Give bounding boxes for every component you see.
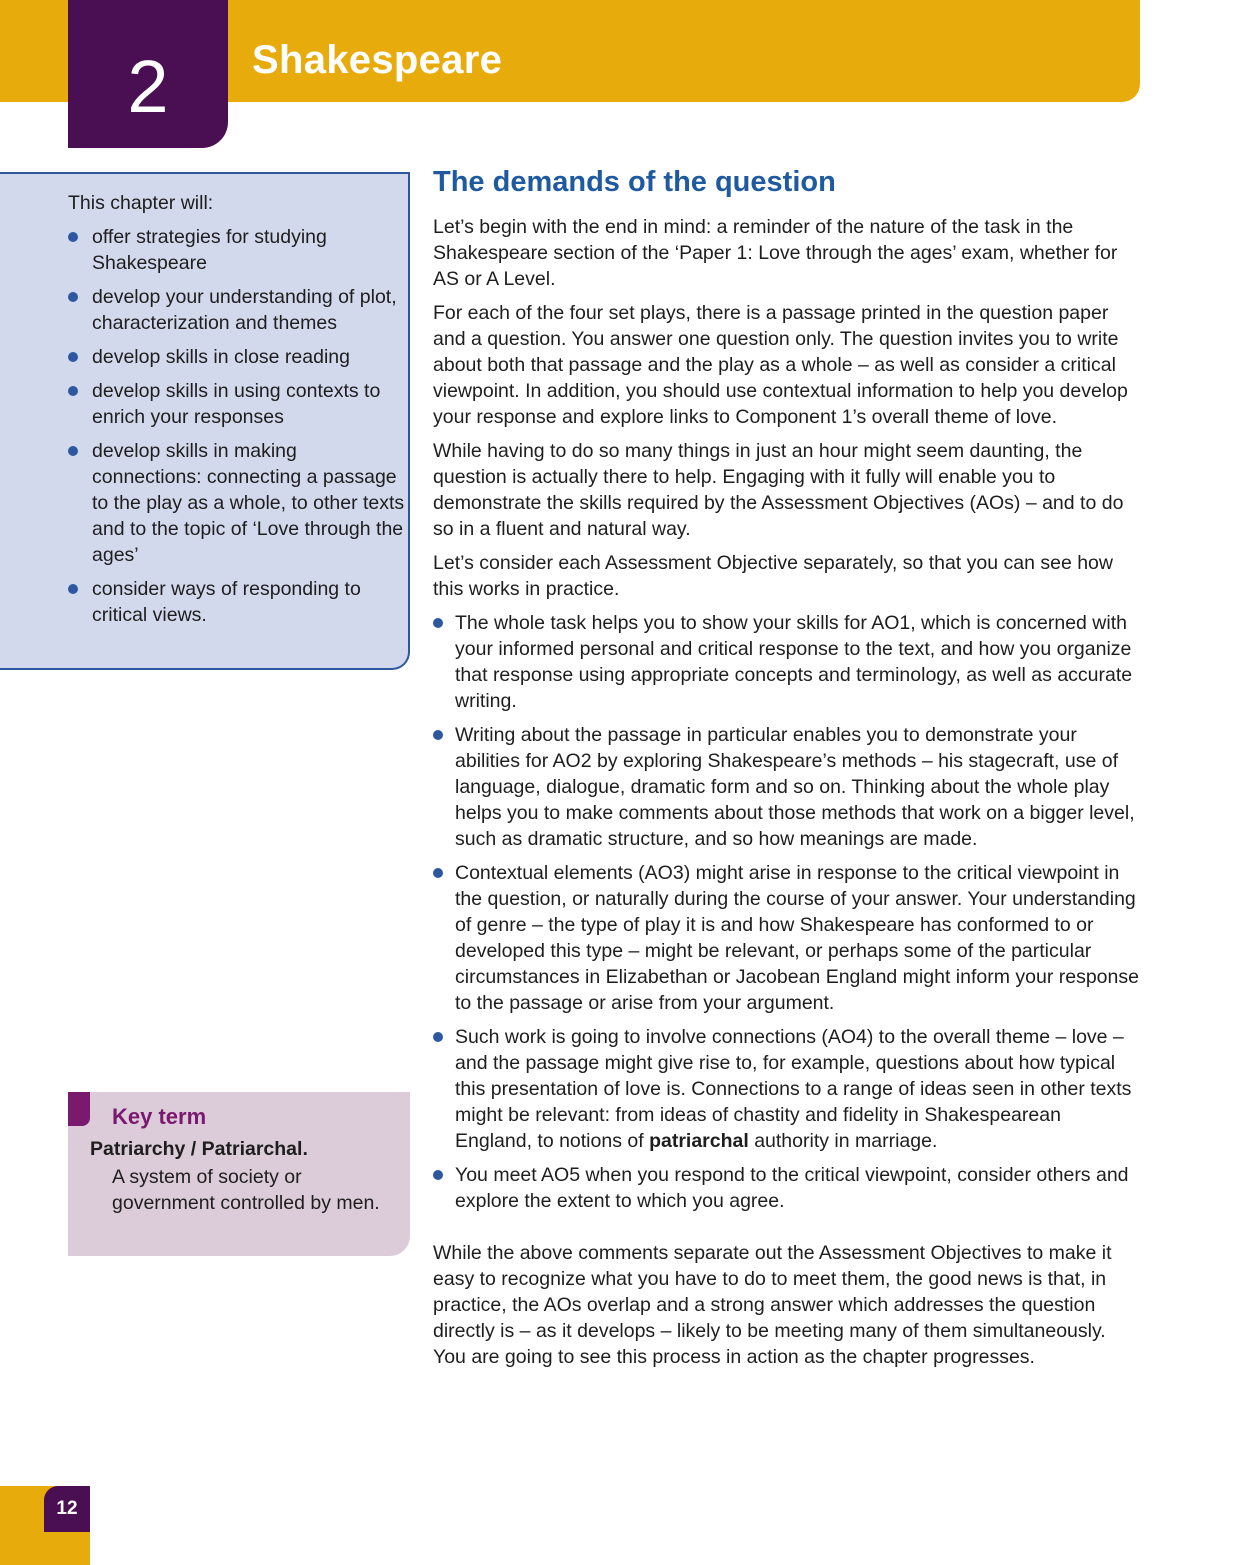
page-number: 12 <box>44 1486 90 1532</box>
ao-bullet-item: You meet AO5 when you respond to the critical viewpoint, consider others and explore the extent to which you agree. <box>433 1162 1141 1214</box>
chapter-objectives-box <box>0 172 410 670</box>
bullet-dot-icon <box>68 292 78 302</box>
bullet-dot-icon <box>433 1170 443 1180</box>
chapter-number-box <box>68 0 228 148</box>
closing-paragraph: While the above comments separate out the Assessment Objectives to make it easy to recognize what you have to do to meet them, the good news is that, in practice, the AOs overlap and a strong answer which addresses the question directly is – as it develops – likely to be meeting many of them simultaneously. You are going to see this process in action as the chapter progresses. <box>433 1242 1112 1368</box>
chapter-title: Shakespeare <box>252 38 503 82</box>
bullet-dot-icon <box>433 618 443 628</box>
paragraph: While having to do so many things in just an hour might seem daunting, the question is actually there to help. Engaging with it fully will enable you to demonstrate the skills required by the Assessment Objectives (AOs) – and to do so in a fluent and natural way. <box>433 440 1124 540</box>
bullet-dot-icon <box>433 1032 443 1042</box>
objective-item: develop your understanding of plot, characterization and themes <box>68 284 408 336</box>
key-term-heading: Key term <box>112 1104 207 1129</box>
bullet-dot-icon <box>433 868 443 878</box>
ao-bullet-item: Such work is going to involve connections (AO4) to the overall theme – love – and the passage might give rise to, for example, questions about how typical this presentation of love is. Connections to a range of ideas seen in other texts might be relevant: from ideas of chastity and fidelity in Shakespearean England, to notions of patriarchal authority in marriage. <box>433 1024 1141 1154</box>
section-heading: The demands of the question <box>433 166 836 198</box>
objectives-list <box>68 224 408 628</box>
key-term-tab <box>68 1092 90 1126</box>
bullet-dot-icon <box>433 730 443 740</box>
key-term-definition: A system of society or government controlled by men. <box>112 1166 380 1214</box>
key-term-highlight: patriarchal <box>649 1130 749 1152</box>
bullet-dot-icon <box>68 386 78 396</box>
bullet-dot-icon <box>68 584 78 594</box>
bullet-dot-icon <box>68 352 78 362</box>
objective-item: consider ways of responding to critical views. <box>68 576 408 628</box>
paragraph: Let’s begin with the end in mind: a reminder of the nature of the task in the Shakespeare section of the ‘Paper 1: Love through the ages’ exam, whether for AS or A Level. <box>433 216 1118 290</box>
assessment-objectives-list <box>433 610 1141 1214</box>
ao-bullet-item: Contextual elements (AO3) might arise in response to the critical viewpoint in the question, or naturally during the course of your answer. Your understanding of genre – the type of play it is and how Shakespeare has conformed to or developed this type – might be relevant, or perhaps some of the particular circumstances in Elizabethan or Jacobean England might inform your response to the passage or arise from your argument. <box>433 860 1141 1016</box>
ao-bullet-item: Writing about the passage in particular enables you to demonstrate your abilities for AO2 by exploring Shakespeare’s methods – his stagecraft, use of language, dialogue, dramatic form and so on. Thinking about the whole play helps you to make comments about those methods that work on a bigger level, such as dramatic structure, and so how meanings are made. <box>433 722 1141 852</box>
chapter-number: 2 <box>127 45 169 128</box>
key-term-box <box>68 1092 410 1256</box>
bullet-dot-icon <box>68 232 78 242</box>
key-term-word: Patriarchy / Patriarchal. <box>90 1138 308 1160</box>
objective-item: offer strategies for studying Shakespeare <box>68 224 408 276</box>
main-content <box>433 164 1141 1378</box>
paragraph: For each of the four set plays, there is a passage printed in the question paper and a question. You answer one question only. The question invites you to write about both that passage and the play as a whole – as well as consider a critical viewpoint. In addition, you should use contextual information to help you develop your response and explore links to Component 1’s overall theme of love. <box>433 302 1128 428</box>
objective-item: develop skills in using contexts to enrich your responses <box>68 378 408 430</box>
objective-item: develop skills in close reading <box>68 344 408 370</box>
bullet-dot-icon <box>68 446 78 456</box>
objective-item: develop skills in making connections: connecting a passage to the play as a whole, to other texts and to the topic of ‘Love through the ages’ <box>68 438 408 568</box>
ao-bullet-item: The whole task helps you to show your skills for AO1, which is concerned with your informed personal and critical response to the text, and how you organize that response using appropriate concepts and terminology, as well as accurate writing. <box>433 610 1141 714</box>
paragraph: Let’s consider each Assessment Objective separately, so that you can see how this works in practice. <box>433 552 1113 600</box>
objectives-lead: This chapter will: <box>68 192 214 214</box>
